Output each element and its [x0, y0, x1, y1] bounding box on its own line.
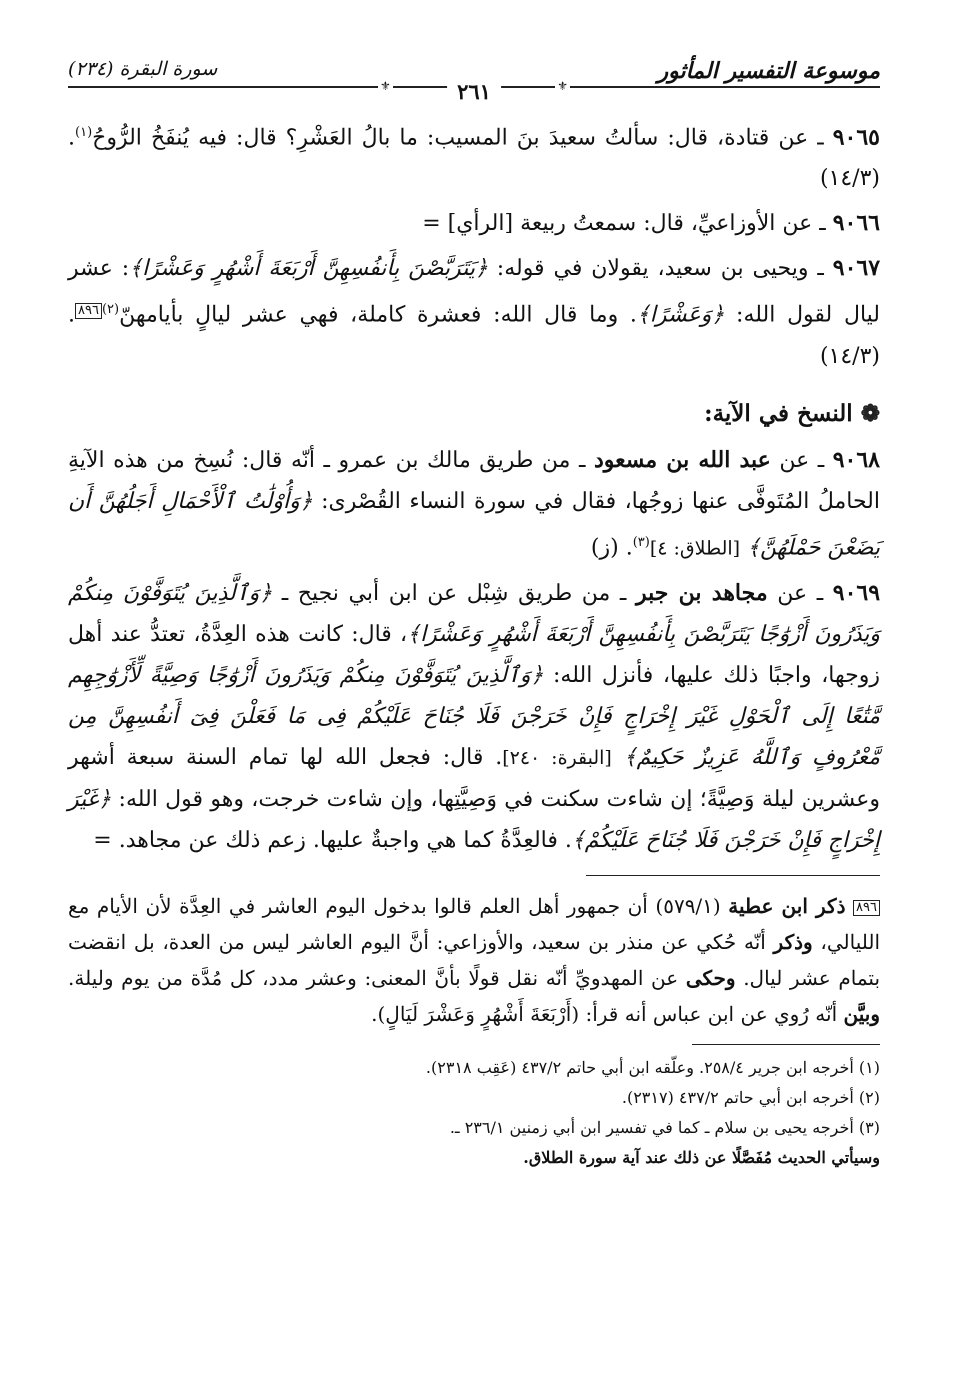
- surah-reference: سورة البقرة (٢٣٤): [68, 58, 218, 80]
- ornament-icon: ⚜: [380, 79, 391, 93]
- commentary-text: عن المهدويِّ أنّه نقل قولًا بأنَّ المعنى: وعشر مدد، كل مُدَّة من يوم وليلة.: [68, 965, 679, 990]
- entry-9066: [68, 203, 880, 244]
- entry-number: ٩٠٦٥: [832, 124, 880, 151]
- footnote-marker: (٢): [101, 302, 120, 318]
- entry-text: ـ عن الأوزاعيِّ، قال: سمعتُ ربيعة [الرأي] =: [422, 211, 826, 237]
- commentary-bold: وبيَّن: [843, 1001, 880, 1026]
- book-title: موسوعة التفسير المأثور: [657, 58, 880, 84]
- entry-text: ـ عن قتادة، قال: سألتُ سعيدَ بنَ المسيب: ما بالُ العَشْرِ؟ قال: فيه يُنفَخُ الرُّوحُ: [92, 125, 824, 151]
- commentary-marker: ٨٩٦: [853, 900, 880, 916]
- verse-reference: [البقرة: ٢٤٠]: [502, 746, 612, 769]
- entry-9068: [68, 440, 880, 569]
- entry-text: ، قال: كانت هذه العِدَّةُ، تعتدُّ عند أهل زوجها، واجبًا ذلك عليها، فأنزل الله:: [68, 621, 880, 688]
- commentary-bold: وحكى: [685, 965, 736, 990]
- entry-source: . (١٤/٣): [68, 125, 880, 192]
- footnote-item: (٣) أخرجه يحيى بن سلام ـ كما في تفسير ابن أبي زمنين ٢٣٦/١ ـ.: [449, 1117, 880, 1137]
- page-header: [68, 52, 880, 112]
- footnote-note: وسيأتي الحديث مُفَصَّلًا عن ذلك عند آية سورة الطلاق.: [523, 1147, 880, 1167]
- page-number: ٢٦١: [447, 79, 501, 104]
- commentary-bold: وذكر: [773, 929, 813, 954]
- footnote-item: (١) أخرجه ابن جرير ٢٥٨/٤. وعلّقه ابن أبي حاتم ٤٣٧/٢ (عَقِب ٢٣١٨).: [425, 1057, 880, 1077]
- entry-number: ٩٠٦٧: [832, 255, 881, 282]
- flower-icon: ❁: [860, 399, 880, 427]
- quran-verse: ﴿وَٱلَّذِينَ يُتَوَفَّوْنَ مِنكُمْ وَيَذَرُونَ أَزْوَٰجًا وَصِيَّةً لِّأَزْوَٰجِهِم مَّتَٰعًا إِلَى ٱلْحَوْلِ غَيْرَ إِخْرَاجٍ فَإِنْ خَرَجْنَ فَلَا جُنَاحَ عَلَيْكُمْ فِى مَا فَعَلْنَ فِىٓ أَنفُسِهِنَّ مِن مَّعْرُوفٍ وَٱللَّهُ عَزِيزٌ حَكِيمٌ﴾: [68, 662, 880, 770]
- narrator-name: مجاهد بن جبر: [636, 579, 768, 606]
- commentary-text: أنّه رُوي عن ابن عباس أنه قرأ: (أَرْبَعَةَ أَشْهُرٍ وَعَشْرَ لَيَالٍ).: [371, 1001, 838, 1026]
- page: [68, 52, 880, 1173]
- entry-9067: [68, 248, 880, 376]
- footnotes: [68, 1053, 880, 1173]
- narrator-name: عبد الله بن مسعود: [593, 446, 771, 473]
- section-heading: [68, 393, 880, 434]
- quran-verse: ﴿غَيْرَ إِخْرَاجٍ فَإِنْ خَرَجْنَ فَلَا جُنَاحَ عَلَيْكُمْ﴾: [68, 786, 880, 853]
- entry-text: . قال: فجعل الله لها تمام السنة سبعة أشهر وعشرين ليلة وَصِيَّةً؛ إن شاءت سكنت في وَصِيَّتِها، وإن شاءت خرجت، وهو قول الله:: [68, 744, 880, 812]
- ornament-icon: ⚜: [557, 79, 568, 93]
- verse-reference: [الطلاق: ٤]: [649, 536, 741, 559]
- main-text: [68, 112, 880, 861]
- entry-text: ـ من طريق مالك بن عمرو ـ أنّه قال: نُسِخ من هذه الآيةِ الحاملُ المُتَوفَّى عنها زوجُها، فقال في سورة النساء القُصْرى:: [68, 447, 880, 514]
- commentary-marker: ٨٩٦: [75, 303, 102, 319]
- entry-source: . (١٤/٣): [68, 302, 880, 369]
- quran-verse: ﴿وَعَشْرًا﴾: [636, 302, 725, 328]
- quran-verse: ﴿وَٱلَّذِينَ يُتَوَفَّوْنَ مِنكُمْ وَيَذَرُونَ أَزْوَٰجًا يَتَرَبَّصْنَ بِأَنفُسِهِنَّ أَرْبَعَةَ أَشْهُرٍ وَعَشْرًا﴾: [68, 580, 881, 647]
- quran-verse: ﴿يَتَرَبَّصْنَ بِأَنفُسِهِنَّ أَرْبَعَةَ أَشْهُرٍ وَعَشْرًا﴾: [129, 256, 488, 282]
- commentary-note: [68, 888, 880, 1032]
- commentary-bold: ذكر ابن عطية: [728, 893, 846, 918]
- entry-9069: [68, 573, 880, 861]
- entry-number: ٩٠٦٨: [832, 446, 880, 473]
- commentary-divider: [586, 875, 880, 876]
- entry-source: . (ز): [590, 534, 633, 560]
- entry-text: . وما قال الله: فعشرة كاملة، فهي عشر ليالٍ بأيامهنّ: [119, 302, 637, 328]
- entry-number: ٩٠٦٦: [832, 210, 880, 237]
- footnote-divider: [692, 1044, 880, 1045]
- quran-verse: ﴿وَأُوْلَٰتُ ٱلْأَحْمَالِ أَجَلُهُنَّ أَن يَضَعْنَ حَمْلَهُنَّ﴾: [68, 488, 880, 560]
- footnote-item: (٢) أخرجه ابن أبي حاتم ٤٣٧/٢ (٢٣١٧).: [621, 1087, 880, 1107]
- entry-text: ـ عن: [777, 580, 824, 606]
- footnote-marker: (٣): [632, 534, 650, 550]
- entry-text: ـ ويحيى بن سعيد، يقولان في قوله:: [496, 256, 824, 282]
- commentary-text: (٥٧٩/١) أن جمهور أهل العلم قالوا بدخول اليوم العاشر في العِدَّة لأن الأيام مع الليالي،: [68, 893, 880, 954]
- entry-text: . فالعِدَّةُ كما هي واجبةٌ عليها. زعم ذلك عن مجاهد. =: [93, 827, 572, 853]
- commentary-text: أنّه حُكي عن منذر بن سعيد، والأوزاعي: أنَّ اليوم العاشر ليس من العدة، بل انقضت بتمام عشر ليال.: [68, 929, 881, 990]
- section-heading-text: النسخ في الآية:: [704, 399, 853, 427]
- entry-9065: [68, 112, 880, 199]
- footnote-marker: (١): [75, 125, 93, 140]
- entry-number: ٩٠٦٩: [832, 579, 881, 606]
- entry-text: ـ من طريق شِبْل عن ابن أبي نجيح ـ: [281, 580, 627, 606]
- entry-text: ـ عن: [779, 447, 825, 473]
- entry-text: : عشر ليال لقول الله:: [68, 256, 880, 328]
